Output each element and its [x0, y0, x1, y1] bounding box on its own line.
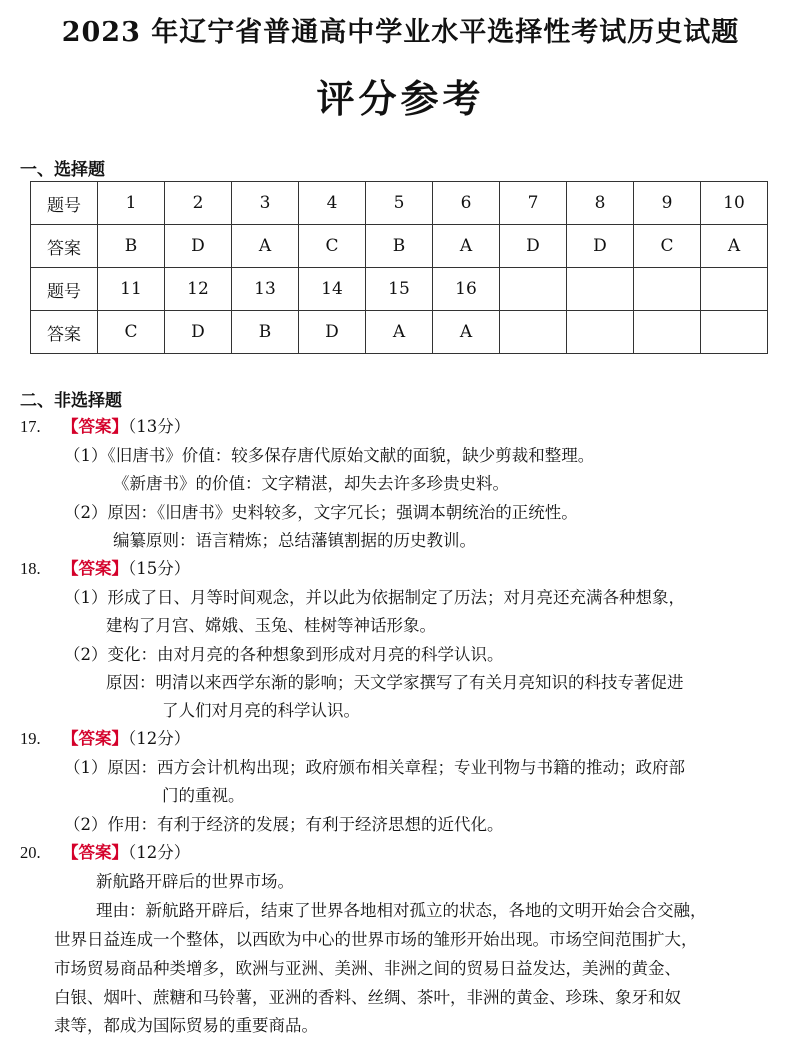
table-cell: D: [165, 225, 232, 268]
answer-line: 理由：新航路开辟后，结束了世界各地相对孤立的状态，各地的文明开始会合交融，: [96, 901, 707, 920]
table-cell: B: [366, 225, 433, 268]
answer-line: （2）原因：《旧唐书》史料较多，文字冗长；强调本朝统治的正统性。: [64, 503, 578, 522]
table-cell: B: [232, 311, 299, 354]
table-cell: [634, 311, 701, 354]
answer-label: 【答案】（13分）: [62, 417, 191, 436]
table-cell: [567, 311, 634, 354]
answer-line: （1）形成了日、月等时间观念，并以此为依据制定了历法；对月亮还充满各种想象，: [64, 588, 685, 607]
table-cell: 9: [634, 182, 701, 225]
table-cell: [634, 268, 701, 311]
table-cell: C: [634, 225, 701, 268]
answer-line: 白银、烟叶、蔗糖和马铃薯，亚洲的香料、丝绸、茶叶，非洲的黄金、珍珠、象牙和奴: [54, 988, 681, 1007]
table-cell: 12: [165, 268, 232, 311]
table-cell: 2: [165, 182, 232, 225]
table-row: [31, 311, 768, 354]
answer-line: 门的重视。: [162, 786, 245, 805]
question-number: 17.: [20, 417, 41, 436]
answer-line: 原因：明清以来西学东渐的影响；天文学家撰写了有关月亮知识的科技专著促进: [106, 673, 684, 692]
table-row: [31, 268, 768, 311]
answer-table: [30, 181, 768, 354]
table-cell: 13: [232, 268, 299, 311]
table-cell: 6: [433, 182, 500, 225]
answer-line: 了人们对月亮的科学认识。: [162, 701, 360, 720]
answer-label: 【答案】（12分）: [62, 843, 191, 862]
answer-line: （2）变化：由对月亮的各种想象到形成对月亮的科学认识。: [64, 645, 504, 664]
answer-line: 编纂原则：语言精炼；总结藩镇割据的历史教训。: [113, 531, 476, 550]
table-cell: D: [165, 311, 232, 354]
table-row: [31, 225, 768, 268]
answer-line: 市场贸易商品种类增多，欧洲与亚洲、美洲、非洲之间的贸易日益发达，美洲的黄金、: [54, 959, 681, 978]
table-row-header: 答案: [31, 225, 98, 268]
table-cell: 15: [366, 268, 433, 311]
question-number: 18.: [20, 559, 41, 578]
table-row-header: 答案: [31, 311, 98, 354]
answer-line: 建构了月宫、嫦娥、玉兔、桂树等神话形象。: [106, 616, 436, 635]
table-cell: 11: [98, 268, 165, 311]
table-cell: [500, 311, 567, 354]
table-cell: A: [433, 225, 500, 268]
table-cell: [701, 311, 768, 354]
table-cell: A: [366, 311, 433, 354]
table-cell: 3: [232, 182, 299, 225]
table-cell: D: [299, 311, 366, 354]
table-row: [31, 182, 768, 225]
answer-line: 《新唐书》的价值：文字精湛，却失去许多珍贵史料。: [113, 474, 509, 493]
table-cell: C: [299, 225, 366, 268]
table-row-header: 题号: [31, 268, 98, 311]
table-cell: D: [567, 225, 634, 268]
answer-line: （1）原因：西方会计机构出现；政府颁布相关章程；专业刊物与书籍的推动；政府部: [64, 758, 685, 777]
table-cell: 14: [299, 268, 366, 311]
table-cell: 5: [366, 182, 433, 225]
table-cell: 10: [701, 182, 768, 225]
answer-line: 新航路开辟后的世界市场。: [96, 872, 294, 891]
table-cell: C: [98, 311, 165, 354]
answer-label: 【答案】（15分）: [62, 559, 191, 578]
table-cell: 8: [567, 182, 634, 225]
section-heading-essay: 二、非选择题: [20, 391, 122, 411]
table-cell: 16: [433, 268, 500, 311]
table-cell: B: [98, 225, 165, 268]
table-cell: [500, 268, 567, 311]
section-heading-choice: 一、选择题: [20, 160, 105, 180]
table-row-header: 题号: [31, 182, 98, 225]
table-cell: A: [701, 225, 768, 268]
table-cell: 1: [98, 182, 165, 225]
table-cell: 7: [500, 182, 567, 225]
answer-line: （2）作用：有利于经济的发展；有利于经济思想的近代化。: [64, 815, 504, 834]
table-cell: A: [433, 311, 500, 354]
table-cell: A: [232, 225, 299, 268]
table-cell: [567, 268, 634, 311]
question-number: 20.: [20, 843, 41, 862]
answer-line: （1）《旧唐书》价值：较多保存唐代原始文献的面貌，缺少剪裁和整理。: [64, 446, 595, 465]
answer-line: 世界日益连成一个整体，以西欧为中心的世界市场的雏形开始出现。市场空间范围扩大，: [54, 930, 698, 949]
document-title: 2023 年辽宁省普通高中学业水平选择性考试历史试题: [61, 17, 740, 48]
table-cell: [701, 268, 768, 311]
answer-label: 【答案】（12分）: [62, 729, 191, 748]
question-number: 19.: [20, 729, 41, 748]
document-subtitle: 评分参考: [316, 76, 485, 121]
table-cell: D: [500, 225, 567, 268]
table-cell: 4: [299, 182, 366, 225]
answer-line: 隶等，都成为国际贸易的重要商品。: [54, 1016, 318, 1035]
